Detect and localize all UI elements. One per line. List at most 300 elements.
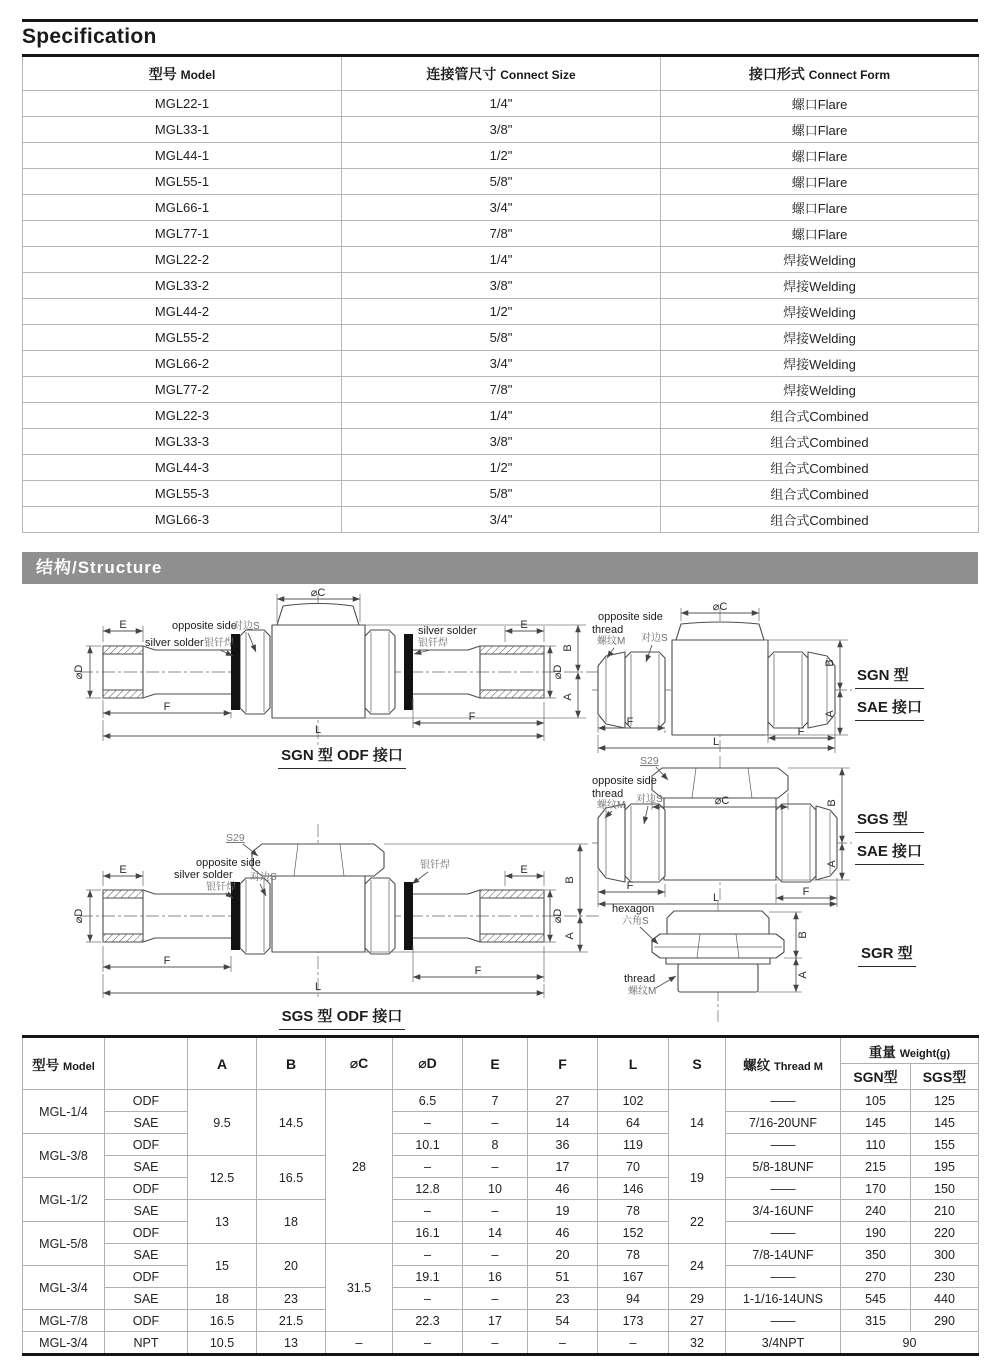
cell-size: 7/8" bbox=[342, 377, 661, 403]
table-row bbox=[23, 299, 979, 325]
cell-f: 20 bbox=[528, 1244, 598, 1266]
col-header-weight-zh: 重量 bbox=[868, 1044, 896, 1060]
dim-label-e: E bbox=[119, 864, 127, 876]
cell-e: – bbox=[463, 1332, 528, 1355]
col-header-b: B bbox=[257, 1037, 326, 1090]
cell-sgn: 215 bbox=[841, 1156, 911, 1178]
label-opposite-zh: 对边S bbox=[641, 633, 668, 644]
table-row bbox=[23, 247, 979, 273]
caption-sgn: SGN 型 bbox=[855, 664, 924, 689]
dims-header-row-1 bbox=[23, 1037, 979, 1064]
table-row bbox=[23, 1266, 979, 1288]
cell-sgs: 220 bbox=[911, 1222, 979, 1244]
col-header-form-en: Connect Form bbox=[808, 67, 891, 82]
dim-label-f: F bbox=[797, 726, 805, 738]
label-hexagon-zh: 六角S bbox=[622, 916, 649, 927]
cell-thread: 3/4NPT bbox=[726, 1332, 841, 1355]
cell-model: MGL55-3 bbox=[23, 481, 342, 507]
table-row bbox=[23, 221, 979, 247]
table-row bbox=[23, 1156, 979, 1178]
col-header-model-en: Model bbox=[63, 1060, 95, 1073]
dim-e-left bbox=[103, 619, 143, 642]
cell-sgs: 230 bbox=[911, 1266, 979, 1288]
dim-label-e: E bbox=[520, 864, 528, 876]
cell-b: 20 bbox=[257, 1244, 326, 1288]
cell-l: 78 bbox=[598, 1244, 669, 1266]
solder-band bbox=[404, 882, 413, 950]
cell-sgn: 110 bbox=[841, 1134, 911, 1156]
cell-d: – bbox=[393, 1244, 463, 1266]
col-header-size-en: Connect Size bbox=[500, 67, 576, 82]
caption-sgs-odf bbox=[252, 1005, 432, 1030]
col-header-c: ⌀C bbox=[326, 1037, 393, 1090]
spec-table bbox=[22, 54, 979, 533]
cell-thread: —— bbox=[726, 1266, 841, 1288]
hex-glass-cap bbox=[652, 768, 788, 798]
cell-type: SAE bbox=[105, 1288, 188, 1310]
cell-sgs: 145 bbox=[911, 1112, 979, 1134]
table-row bbox=[23, 351, 979, 377]
cell-a: 9.5 bbox=[188, 1090, 257, 1156]
label-hexagon: hexagon bbox=[612, 903, 655, 915]
cell-e: 8 bbox=[463, 1134, 528, 1156]
cell-e: – bbox=[463, 1200, 528, 1222]
cell-form: 螺口Flare bbox=[661, 143, 979, 169]
cell-size: 5/8" bbox=[342, 169, 661, 195]
cell-size: 5/8" bbox=[342, 481, 661, 507]
sight-glass-cap bbox=[676, 622, 764, 640]
cell-f: 27 bbox=[528, 1090, 598, 1112]
dim-e-right bbox=[505, 864, 544, 886]
cell-b: 18 bbox=[257, 1200, 326, 1244]
cell-type: SAE bbox=[105, 1156, 188, 1178]
caption-sgr bbox=[858, 942, 916, 967]
dim-l bbox=[103, 974, 544, 998]
cell-form: 组合式Combined bbox=[661, 403, 979, 429]
table-row bbox=[23, 1310, 979, 1332]
table-row bbox=[23, 91, 979, 117]
cell-form: 组合式Combined bbox=[661, 455, 979, 481]
cell-form: 螺口Flare bbox=[661, 117, 979, 143]
col-header-sgs: SGS型 bbox=[911, 1064, 979, 1090]
cell-d: 10.1 bbox=[393, 1134, 463, 1156]
spec-header-row bbox=[23, 56, 979, 91]
cell-size: 3/8" bbox=[342, 273, 661, 299]
cell-b: 23 bbox=[257, 1288, 326, 1310]
cell-l: 173 bbox=[598, 1310, 669, 1332]
cell-thread: 3/4-16UNF bbox=[726, 1200, 841, 1222]
dim-label-b: B bbox=[826, 799, 838, 807]
cell-sgn: 270 bbox=[841, 1266, 911, 1288]
label-opposite-zh: 对边S bbox=[233, 621, 260, 632]
diagram-sgr bbox=[600, 896, 860, 1028]
cell-f: 19 bbox=[528, 1200, 598, 1222]
dim-label-f: F bbox=[474, 965, 482, 977]
label-silver-solder: silver solder bbox=[174, 869, 233, 881]
dim-label-a: A bbox=[797, 971, 809, 979]
col-header-form bbox=[661, 56, 979, 91]
cell-size: 1/2" bbox=[342, 299, 661, 325]
cell-type: ODF bbox=[105, 1222, 188, 1244]
diagram-sgn-sae bbox=[588, 602, 860, 766]
col-header-size bbox=[342, 56, 661, 91]
cell-sgn: 190 bbox=[841, 1222, 911, 1244]
cell-d: – bbox=[393, 1200, 463, 1222]
cell-model: MGL66-1 bbox=[23, 195, 342, 221]
label-silver-solder: silver solder bbox=[418, 625, 477, 637]
dim-label-l: L bbox=[314, 981, 322, 993]
col-header-weight-en: Weight(g) bbox=[899, 1047, 951, 1060]
dim-label-f: F bbox=[802, 886, 810, 898]
cell-sgn: 105 bbox=[841, 1090, 911, 1112]
cell-f: 17 bbox=[528, 1156, 598, 1178]
label-thread: thread bbox=[592, 788, 624, 800]
cell-e: 14 bbox=[463, 1222, 528, 1244]
cell-l: 78 bbox=[598, 1200, 669, 1222]
cell-model: MGL-1/4 bbox=[23, 1090, 105, 1134]
cell-form: 螺口Flare bbox=[661, 195, 979, 221]
dim-label-l: L bbox=[712, 892, 720, 904]
cell-f: 36 bbox=[528, 1134, 598, 1156]
dim-label-f: F bbox=[468, 711, 476, 723]
cell-type: SAE bbox=[105, 1200, 188, 1222]
col-header-type bbox=[105, 1037, 188, 1090]
table-row bbox=[23, 455, 979, 481]
cell-sgn: 545 bbox=[841, 1288, 911, 1310]
dim-label-c: ⌀C bbox=[714, 795, 730, 807]
cell-form: 焊接Welding bbox=[661, 325, 979, 351]
cell-sgn: 315 bbox=[841, 1310, 911, 1332]
cell-form: 螺口Flare bbox=[661, 221, 979, 247]
cell-s: 29 bbox=[669, 1288, 726, 1310]
label-silver-solder-zh: 银钎焊 bbox=[206, 882, 236, 893]
cell-type: ODF bbox=[105, 1178, 188, 1200]
col-header-model bbox=[23, 56, 342, 91]
cell-thread: —— bbox=[726, 1310, 841, 1332]
cell-d: – bbox=[393, 1112, 463, 1134]
cell-type: ODF bbox=[105, 1266, 188, 1288]
dim-label-d: ⌀D bbox=[73, 664, 85, 680]
col-header-l: L bbox=[598, 1037, 669, 1090]
caption-sgn-odf-text: SGN 型 ODF 接口 bbox=[278, 744, 406, 769]
table-row bbox=[23, 429, 979, 455]
cell-sgn: 145 bbox=[841, 1112, 911, 1134]
cell-a: 15 bbox=[188, 1244, 257, 1288]
dim-e-right bbox=[505, 619, 544, 642]
cell-model: MGL55-1 bbox=[23, 169, 342, 195]
dimension-table bbox=[22, 1035, 979, 1356]
cell-model: MGL-3/4 bbox=[23, 1332, 105, 1355]
col-header-thread-zh: 螺纹 bbox=[743, 1057, 771, 1073]
table-row bbox=[23, 1090, 979, 1112]
sight-glass-body bbox=[672, 640, 768, 735]
dim-label-f: F bbox=[626, 880, 634, 892]
cell-e: – bbox=[463, 1156, 528, 1178]
cell-model: MGL-7/8 bbox=[23, 1310, 105, 1332]
thread-stub bbox=[678, 964, 758, 992]
cell-d: 16.1 bbox=[393, 1222, 463, 1244]
cell-f: 46 bbox=[528, 1178, 598, 1200]
cell-s: 24 bbox=[669, 1244, 726, 1288]
cell-f: 23 bbox=[528, 1288, 598, 1310]
cell-l: 102 bbox=[598, 1090, 669, 1112]
cell-form: 组合式Combined bbox=[661, 429, 979, 455]
dim-label-d: ⌀D bbox=[552, 664, 564, 680]
col-header-f: F bbox=[528, 1037, 598, 1090]
cell-size: 1/2" bbox=[342, 143, 661, 169]
table-row bbox=[23, 1288, 979, 1310]
table-row bbox=[23, 377, 979, 403]
cell-weight: 90 bbox=[841, 1332, 979, 1355]
col-header-e: E bbox=[463, 1037, 528, 1090]
cell-size: 1/4" bbox=[342, 247, 661, 273]
cell-sgn: 170 bbox=[841, 1178, 911, 1200]
label-s29: S29 bbox=[226, 832, 245, 844]
cell-e: 16 bbox=[463, 1266, 528, 1288]
table-row bbox=[23, 507, 979, 533]
dim-label-e: E bbox=[520, 619, 528, 631]
cell-size: 3/4" bbox=[342, 507, 661, 533]
cell-size: 1/4" bbox=[342, 403, 661, 429]
pipe-left bbox=[103, 890, 231, 942]
label-thread: thread bbox=[592, 624, 624, 636]
cell-l: – bbox=[598, 1332, 669, 1355]
caption-sae: SAE 接口 bbox=[855, 696, 924, 721]
cell-sgs: 155 bbox=[911, 1134, 979, 1156]
cell-model: MGL33-3 bbox=[23, 429, 342, 455]
cell-a: 12.5 bbox=[188, 1156, 257, 1200]
cell-model: MGL44-1 bbox=[23, 143, 342, 169]
col-header-form-zh: 接口形式 bbox=[748, 65, 805, 82]
cell-d: 6.5 bbox=[393, 1090, 463, 1112]
cell-s: 27 bbox=[669, 1310, 726, 1332]
cell-d: – bbox=[393, 1332, 463, 1355]
dim-label-b: B bbox=[824, 659, 836, 667]
cell-d: 22.3 bbox=[393, 1310, 463, 1332]
solder-band bbox=[404, 634, 413, 710]
label-silver-solder-zh: 银钎焊 bbox=[204, 638, 234, 649]
label-silver-solder-zh: 银钎焊 bbox=[418, 638, 448, 649]
col-header-sgn: SGN型 bbox=[841, 1064, 911, 1090]
cell-form: 螺口Flare bbox=[661, 169, 979, 195]
col-header-model bbox=[23, 1037, 105, 1090]
cell-a: 13 bbox=[188, 1200, 257, 1244]
caption-sgs: SGS 型 bbox=[855, 808, 924, 833]
structure-diagrams bbox=[22, 588, 978, 1035]
dim-label-c: ⌀C bbox=[310, 587, 326, 599]
label-opposite-zh: 对边S bbox=[636, 794, 663, 805]
col-header-s: S bbox=[669, 1037, 726, 1090]
cell-sgs: 440 bbox=[911, 1288, 979, 1310]
cell-a: 16.5 bbox=[188, 1310, 257, 1332]
cell-sgs: 150 bbox=[911, 1178, 979, 1200]
dim-label-f: F bbox=[163, 701, 171, 713]
table-row bbox=[23, 1112, 979, 1134]
structure-banner-label: 结构/Structure bbox=[36, 558, 163, 577]
table-row bbox=[23, 143, 979, 169]
col-header-d: ⌀D bbox=[393, 1037, 463, 1090]
dim-label-d: ⌀D bbox=[73, 908, 85, 924]
cell-thread: 5/8-18UNF bbox=[726, 1156, 841, 1178]
page-title: Specification bbox=[22, 25, 157, 48]
caption-sgn-odf bbox=[252, 744, 432, 769]
cell-size: 7/8" bbox=[342, 221, 661, 247]
caption-sgr-text: SGR 型 bbox=[858, 942, 916, 967]
dim-label-f: F bbox=[163, 955, 171, 967]
col-header-model-en: Model bbox=[180, 67, 216, 82]
diagram-sgs-sae bbox=[588, 748, 860, 908]
cell-model: MGL77-2 bbox=[23, 377, 342, 403]
dim-e-left bbox=[103, 864, 143, 886]
cell-type: ODF bbox=[105, 1310, 188, 1332]
table-row bbox=[23, 1222, 979, 1244]
cell-b: 21.5 bbox=[257, 1310, 326, 1332]
table-row bbox=[23, 1178, 979, 1200]
cell-b: 14.5 bbox=[257, 1090, 326, 1156]
cell-form: 焊接Welding bbox=[661, 273, 979, 299]
cell-l: 167 bbox=[598, 1266, 669, 1288]
hex-body bbox=[652, 934, 784, 958]
cell-size: 3/8" bbox=[342, 429, 661, 455]
diagram-sgs-odf bbox=[72, 815, 617, 1007]
sight-glass-body bbox=[272, 604, 365, 719]
cell-model: MGL22-2 bbox=[23, 247, 342, 273]
table-row bbox=[23, 403, 979, 429]
cell-c: – bbox=[326, 1332, 393, 1355]
label-silver-solder-zh: 银钎焊 bbox=[420, 860, 450, 871]
label-opposite-side: opposite side bbox=[598, 611, 663, 623]
cell-model: MGL22-1 bbox=[23, 91, 342, 117]
cell-s: 14 bbox=[669, 1090, 726, 1156]
cell-l: 146 bbox=[598, 1178, 669, 1200]
glass-cap bbox=[667, 911, 769, 934]
dim-label-d: ⌀D bbox=[552, 908, 564, 924]
col-header-a: A bbox=[188, 1037, 257, 1090]
cell-form: 组合式Combined bbox=[661, 507, 979, 533]
dim-label-b: B bbox=[562, 644, 574, 652]
cell-l: 94 bbox=[598, 1288, 669, 1310]
cell-model: MGL77-1 bbox=[23, 221, 342, 247]
cell-type: ODF bbox=[105, 1090, 188, 1112]
cell-model: MGL66-2 bbox=[23, 351, 342, 377]
table-row bbox=[23, 117, 979, 143]
dim-f-left bbox=[103, 946, 231, 972]
dim-f-right bbox=[413, 698, 544, 728]
cell-model: MGL66-3 bbox=[23, 507, 342, 533]
cell-sgs: 290 bbox=[911, 1310, 979, 1332]
cell-c: 31.5 bbox=[326, 1244, 393, 1332]
dim-f-right bbox=[413, 946, 544, 982]
label-opposite-side: opposite side bbox=[592, 775, 657, 787]
cell-type: NPT bbox=[105, 1332, 188, 1355]
table-row bbox=[23, 1244, 979, 1266]
table-row bbox=[23, 1200, 979, 1222]
cell-f: 46 bbox=[528, 1222, 598, 1244]
cell-thread: —— bbox=[726, 1222, 841, 1244]
cell-size: 1/2" bbox=[342, 455, 661, 481]
col-header-thread-en: Thread M bbox=[773, 1060, 823, 1073]
cell-form: 焊接Welding bbox=[661, 247, 979, 273]
cell-sgn: 240 bbox=[841, 1200, 911, 1222]
cell-e: – bbox=[463, 1288, 528, 1310]
table-row bbox=[23, 1134, 979, 1156]
col-header-weight bbox=[841, 1037, 979, 1064]
cell-model: MGL22-3 bbox=[23, 403, 342, 429]
table-row bbox=[23, 325, 979, 351]
cell-sgs: 210 bbox=[911, 1200, 979, 1222]
cell-s: 22 bbox=[669, 1200, 726, 1244]
dim-label-b: B bbox=[564, 876, 576, 884]
dim-f-left bbox=[103, 700, 231, 718]
cell-model: MGL-5/8 bbox=[23, 1222, 105, 1266]
cell-f: 14 bbox=[528, 1112, 598, 1134]
cell-model: MGL-3/4 bbox=[23, 1266, 105, 1310]
cell-sgs: 125 bbox=[911, 1090, 979, 1112]
label-opposite-side: opposite side bbox=[172, 620, 237, 632]
dim-label-f: F bbox=[626, 716, 634, 728]
cell-l: 119 bbox=[598, 1134, 669, 1156]
label-silver-solder: silver solder bbox=[145, 637, 204, 649]
cell-l: 152 bbox=[598, 1222, 669, 1244]
cell-f: 54 bbox=[528, 1310, 598, 1332]
cell-f: 51 bbox=[528, 1266, 598, 1288]
label-s29: S29 bbox=[640, 755, 659, 767]
cell-c: 28 bbox=[326, 1090, 393, 1244]
cell-size: 3/8" bbox=[342, 117, 661, 143]
col-header-model-zh: 型号 bbox=[32, 1057, 60, 1073]
cell-a: 10.5 bbox=[188, 1332, 257, 1355]
caption-sgs-odf-text: SGS 型 ODF 接口 bbox=[279, 1005, 406, 1030]
cell-thread: 7/16-20UNF bbox=[726, 1112, 841, 1134]
cell-sgs: 195 bbox=[911, 1156, 979, 1178]
cell-model: MGL33-2 bbox=[23, 273, 342, 299]
sight-glass-body bbox=[272, 876, 365, 952]
cell-model: MGL44-3 bbox=[23, 455, 342, 481]
cell-sgn: 350 bbox=[841, 1244, 911, 1266]
cell-form: 焊接Welding bbox=[661, 351, 979, 377]
cell-model: MGL44-2 bbox=[23, 299, 342, 325]
cell-e: 17 bbox=[463, 1310, 528, 1332]
col-header-thread bbox=[726, 1037, 841, 1090]
caption-sgn-sae bbox=[855, 664, 924, 728]
cell-model: MGL55-2 bbox=[23, 325, 342, 351]
cell-a: 18 bbox=[188, 1288, 257, 1310]
pipe-left bbox=[103, 646, 231, 698]
cell-sgs: 300 bbox=[911, 1244, 979, 1266]
col-header-size-zh: 连接管尺寸 bbox=[426, 65, 497, 82]
caption-sgs-sae bbox=[855, 808, 924, 872]
cell-type: SAE bbox=[105, 1112, 188, 1134]
structure-banner bbox=[22, 552, 978, 584]
cell-size: 3/4" bbox=[342, 351, 661, 377]
cell-model: MGL-1/2 bbox=[23, 1178, 105, 1222]
cell-size: 3/4" bbox=[342, 195, 661, 221]
cell-thread: 7/8-14UNF bbox=[726, 1244, 841, 1266]
cell-thread: —— bbox=[726, 1178, 841, 1200]
cell-b: 13 bbox=[257, 1332, 326, 1355]
table-row bbox=[23, 481, 979, 507]
cell-type: SAE bbox=[105, 1244, 188, 1266]
cell-size: 1/4" bbox=[342, 91, 661, 117]
table-row bbox=[23, 169, 979, 195]
cell-e: – bbox=[463, 1244, 528, 1266]
cell-e: 7 bbox=[463, 1090, 528, 1112]
top-rule bbox=[22, 19, 978, 22]
dim-label-l: L bbox=[712, 736, 720, 748]
cell-d: – bbox=[393, 1156, 463, 1178]
dim-label-e: E bbox=[119, 619, 127, 631]
cell-thread: 1-1/16-14UNS bbox=[726, 1288, 841, 1310]
